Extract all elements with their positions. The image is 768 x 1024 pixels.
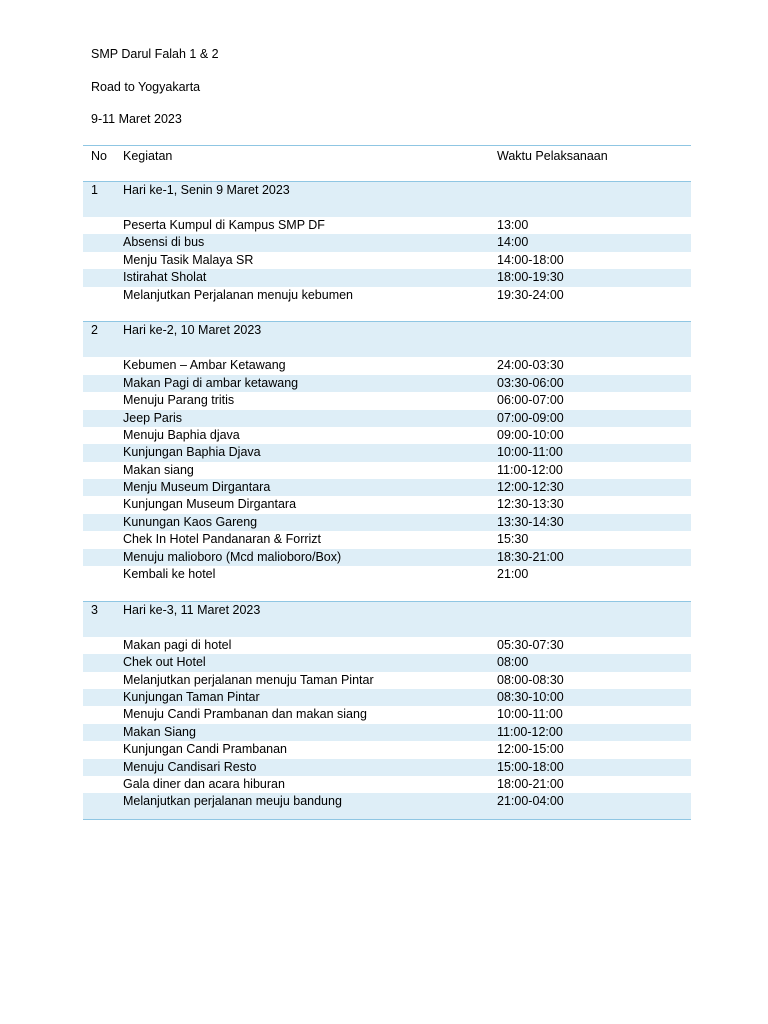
- activity-name: Peserta Kumpul di Kampus SMP DF: [123, 218, 325, 232]
- schedule-table: [83, 145, 691, 820]
- activity-time: 10:00-11:00: [497, 707, 563, 722]
- activity-name: Gala diner dan acara hiburan: [123, 776, 285, 791]
- activity-time: 12:00-12:30: [497, 480, 564, 495]
- activity-name: Jeep Paris: [123, 410, 183, 425]
- activity-name: Menju Museum Dirgantara: [123, 480, 271, 495]
- activity-row: [83, 549, 691, 566]
- spacer-row: [83, 304, 691, 321]
- activity-name: Melanjutkan Perjalanan menuju kebumen: [123, 287, 354, 302]
- activity-row: [83, 462, 691, 479]
- activity-name: Makan Pagi di ambar ketawang: [123, 375, 299, 390]
- activity-time: 15:00-18:00: [497, 759, 564, 774]
- column-header-no: No: [91, 149, 107, 163]
- activity-row: [83, 689, 691, 706]
- activity-row: [83, 392, 691, 409]
- day-row: [83, 321, 691, 357]
- activity-time: 18:00-19:30: [497, 270, 564, 285]
- activity-row: [83, 444, 691, 461]
- activity-row: [83, 287, 691, 304]
- column-header-time: Waktu Pelaksanaan: [497, 149, 608, 163]
- activity-time: 08:00-08:30: [497, 672, 564, 687]
- activity-time: 09:00-10:00: [497, 427, 564, 442]
- activity-name: Menuju malioboro (Mcd malioboro/Box): [123, 549, 342, 564]
- day-row: [83, 181, 691, 217]
- activity-row: [83, 217, 691, 234]
- activity-row: [83, 427, 691, 444]
- activity-time: 18:30-21:00: [497, 549, 564, 564]
- activity-row: [83, 410, 691, 427]
- activity-time: 21:00: [497, 567, 529, 582]
- activity-row: [83, 514, 691, 531]
- school-name: SMP Darul Falah 1 & 2: [91, 47, 219, 61]
- activity-row: [83, 637, 691, 654]
- activity-name: Absensi di bus: [123, 235, 205, 250]
- activity-row: [83, 741, 691, 758]
- activity-time: 14:00-18:00: [497, 252, 564, 267]
- activity-name: Kebumen – Ambar Ketawang: [123, 358, 286, 373]
- day-title: Hari ke-2, 10 Maret 2023: [123, 323, 262, 338]
- activity-name: Menuju Parang tritis: [123, 393, 235, 408]
- activity-time: 06:00-07:00: [497, 393, 564, 408]
- day-number: 3: [91, 602, 98, 617]
- activity-row: [83, 496, 691, 513]
- activity-time: 15:30: [497, 532, 529, 547]
- activity-name: Menju Tasik Malaya SR: [123, 252, 254, 267]
- activity-row: [83, 566, 691, 583]
- activity-time: 08:00: [497, 655, 529, 670]
- day-title: Hari ke-3, 11 Maret 2023: [123, 602, 261, 617]
- activity-time: 13:00: [497, 218, 529, 232]
- activity-time: 08:30-10:00: [497, 689, 564, 704]
- activity-name: Kembali ke hotel: [123, 567, 216, 582]
- activity-row: [83, 234, 691, 251]
- spacer-row: [83, 583, 691, 600]
- activity-row: [83, 793, 691, 810]
- activity-time: 12:30-13:30: [497, 497, 564, 512]
- trip-title: Road to Yogyakarta: [91, 80, 201, 94]
- activity-time: 18:00-21:00: [497, 776, 564, 791]
- activity-name: Melanjutkan perjalanan meuju bandung: [123, 794, 342, 809]
- activity-time: 13:30-14:30: [497, 514, 564, 529]
- activity-row: [83, 706, 691, 723]
- activity-name: Kunjungan Taman Pintar: [123, 689, 260, 704]
- table-header-row: [83, 146, 691, 181]
- activity-time: 24:00-03:30: [497, 358, 564, 373]
- activity-name: Makan siang: [123, 462, 194, 477]
- activity-name: Menuju Candisari Resto: [123, 759, 257, 774]
- activity-time: 12:00-15:00: [497, 742, 564, 757]
- activity-name: Menuju Candi Prambanan dan makan siang: [123, 707, 367, 722]
- activity-time: 05:30-07:30: [497, 637, 564, 652]
- activity-time: 03:30-06:00: [497, 375, 564, 390]
- activity-name: Chek In Hotel Pandanaran & Forrizt: [123, 532, 322, 547]
- activity-time: 14:00: [497, 235, 529, 250]
- activity-time: 07:00-09:00: [497, 410, 564, 425]
- activity-row: [83, 357, 691, 374]
- activity-time: 19:30-24:00: [497, 287, 564, 302]
- day-number: 2: [91, 323, 98, 338]
- activity-name: Kunjungan Museum Dirgantara: [123, 497, 297, 512]
- activity-row: [83, 269, 691, 286]
- activity-row: [83, 776, 691, 793]
- activity-row: [83, 672, 691, 689]
- activity-row: [83, 724, 691, 741]
- activity-row: [83, 252, 691, 269]
- activity-name: Makan Siang: [123, 724, 196, 739]
- activity-row: [83, 759, 691, 776]
- trip-dates: 9-11 Maret 2023: [91, 112, 182, 126]
- day-number: 1: [91, 183, 98, 197]
- activity-time: 21:00-04:00: [497, 794, 564, 809]
- activity-name: Makan pagi di hotel: [123, 637, 232, 652]
- activity-row: [83, 654, 691, 671]
- activity-name: Kunungan Kaos Gareng: [123, 514, 258, 529]
- activity-name: Chek out Hotel: [123, 655, 206, 670]
- activity-name: Menuju Baphia djava: [123, 427, 240, 442]
- activity-name: Kunjungan Candi Prambanan: [123, 742, 288, 757]
- table-end-padding: [83, 811, 691, 819]
- activity-row: [83, 375, 691, 392]
- day-title: Hari ke-1, Senin 9 Maret 2023: [123, 183, 290, 197]
- day-row: [83, 601, 691, 637]
- activity-time: 11:00-12:00: [497, 724, 563, 739]
- activity-time: 10:00-11:00: [497, 445, 563, 460]
- activity-name: Istirahat Sholat: [123, 270, 207, 285]
- activity-name: Melanjutkan perjalanan menuju Taman Pintar: [123, 672, 374, 687]
- activity-time: 11:00-12:00: [497, 462, 563, 477]
- activity-row: [83, 531, 691, 548]
- activity-row: [83, 479, 691, 496]
- activity-name: Kunjungan Baphia Djava: [123, 445, 261, 460]
- column-header-activity: Kegiatan: [123, 149, 173, 163]
